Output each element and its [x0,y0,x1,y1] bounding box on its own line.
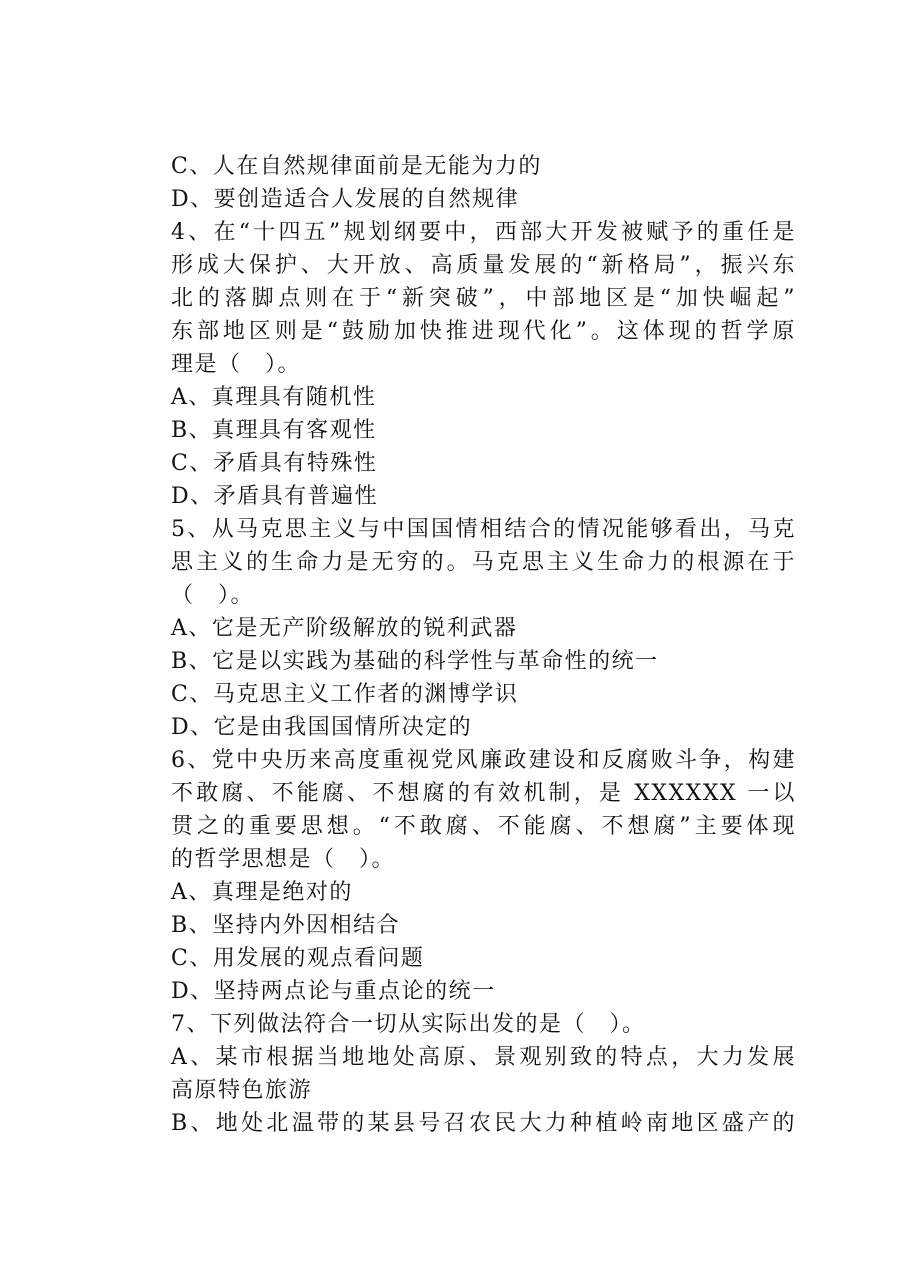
question-6-line-2: 不敢腐、不能腐、不想腐的有效机制，是 XXXXXX 一以 [171,781,796,806]
option-b-q5: B、它是以实践为基础的科学性与革命性的统一 [171,649,659,674]
question-5-line-1: 5、从马克思主义与中国国情相结合的情况能够看出，马克 [171,517,796,542]
question-6-line-3: 贯之的重要思想。“不敢腐、不能腐、不想腐”主要体现 [171,814,796,839]
option-c-q5: C、马克思主义工作者的渊博学识 [171,682,519,707]
question-7-line-1: 7、下列做法符合一切从实际出发的是（ ）。 [171,1012,646,1037]
option-d-q5: D、它是由我国国情所决定的 [171,715,473,740]
option-a-q6: A、真理是绝对的 [171,880,353,905]
option-d-q3: D、要创造适合人发展的自然规律 [171,187,520,212]
option-b-q6: B、坚持内外因相结合 [171,913,401,938]
option-b-q4: B、真理具有客观性 [171,418,377,443]
document-body [171,150,796,1140]
question-6-line-4: 的哲学思想是（ ）。 [171,847,396,872]
option-d-q4: D、矛盾具有普遍性 [171,484,379,509]
question-5-line-2: 思主义的生命力是无穷的。马克思主义生命力的根源在于 [171,550,796,575]
question-4-line-1: 4、在“十四五”规划纲要中，西部大开发被赋予的重任是 [171,220,796,245]
option-a-q7-line-1: A、某市根据当地地处高原、景观别致的特点，大力发展 [171,1045,796,1070]
option-a-q5: A、它是无产阶级解放的锐利武器 [171,616,518,641]
option-a-q7-line-2: 高原特色旅游 [171,1078,313,1103]
question-4-line-3: 北的落脚点则在于“新突破”，中部地区是“加快崛起” [171,286,796,311]
question-4-line-2: 形成大保护、大开放、高质量发展的“新格局”，振兴东 [171,253,796,278]
option-c-q6: C、用发展的观点看问题 [171,946,425,971]
question-5-line-3: （ ）。 [171,583,255,608]
option-c-q4: C、矛盾具有特殊性 [171,451,378,476]
option-c-q3: C、人在自然规律面前是无能为力的 [171,154,542,179]
option-a-q4: A、真理具有随机性 [171,385,377,410]
option-b-q7-line-1: B、地处北温带的某县号召农民大力种植岭南地区盛产的 [171,1111,796,1136]
option-d-q6: D、坚持两点论与重点论的统一 [171,979,496,1004]
question-4-line-4: 东部地区则是“鼓励加快推进现代化”。这体现的哲学原 [171,319,796,344]
question-6-line-1: 6、党中央历来高度重视党风廉政建设和反腐败斗争，构建 [171,748,796,773]
question-4-line-5: 理是（ ）。 [171,352,302,377]
